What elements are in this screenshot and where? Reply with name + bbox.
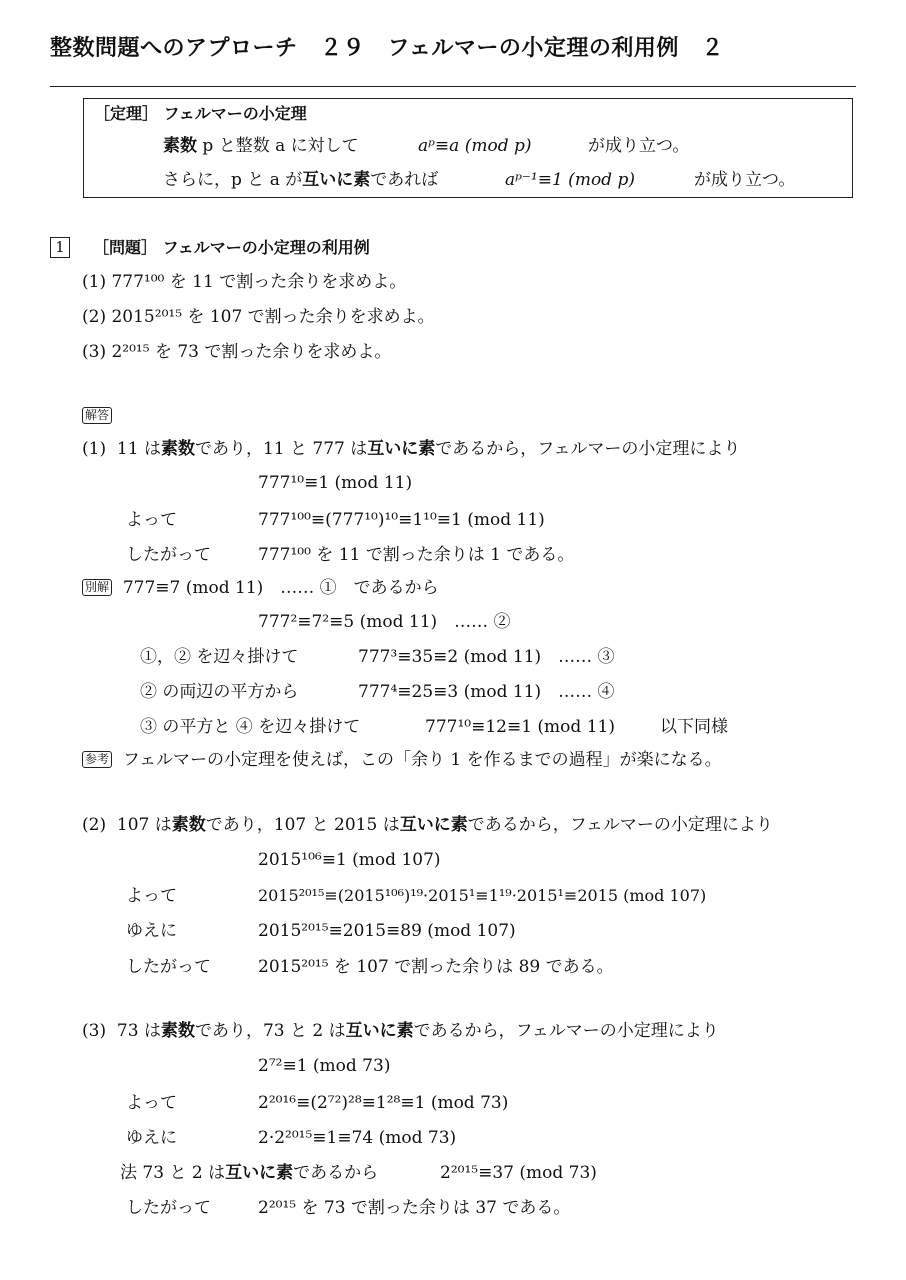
- sol2-eq1: 2015¹⁰⁶≡1 (mod 107): [258, 850, 441, 870]
- sol1-conclusion: 777¹⁰⁰ を 11 で割った余りは 1 である。: [258, 545, 575, 565]
- betsukai-tag: 別解: [82, 579, 112, 596]
- theorem-line-1-bold: 素数: [163, 136, 197, 156]
- sol2-conclusion: 2015²⁰¹⁵ を 107 で割った余りは 89 である。: [258, 957, 614, 977]
- sol3-yotte: よって: [126, 1093, 177, 1113]
- theorem-line-1: [163, 136, 359, 156]
- sol1-shitagatte: したがって: [126, 545, 211, 565]
- sol1-eq1: 777¹⁰≡1 (mod 11): [258, 473, 413, 493]
- alt-line-3-eq: 777³≡35≡2 (mod 11) …… ③: [358, 647, 615, 667]
- sol1-c: であり，11 と 777 は: [194, 439, 368, 459]
- alt-line-5-note: 以下同様: [660, 717, 728, 737]
- page-title: 整数問題へのアプローチ ２９ フェルマーの小定理の利用例 ２: [50, 36, 724, 61]
- answer-label: [82, 406, 112, 426]
- alt-line-3-label: ①，② を辺々掛けて: [140, 647, 299, 667]
- sol1-eq2: 777¹⁰⁰≡(777¹⁰)¹⁰≡1¹⁰≡1 (mod 11): [258, 510, 545, 530]
- sol3-num: (3): [82, 1021, 107, 1041]
- sol2-shitagatte: したがって: [126, 957, 211, 977]
- sol2-eq2: 2015²⁰¹⁵≡(2015¹⁰⁶)¹⁹·2015¹≡1¹⁹·2015¹≡2015 (mod 107): [258, 886, 707, 905]
- alt-line-2: 777²≡7²≡5 (mod 11) …… ②: [258, 612, 511, 632]
- sol3-a: 73 は: [116, 1021, 161, 1041]
- sanko-text: フェルマーの小定理を使えば，この「余り 1 を作るまでの過程」が楽になる。: [122, 750, 722, 770]
- sol2-yotte: よって: [126, 886, 177, 906]
- answer-tag: 解答: [82, 407, 112, 424]
- sol3-ho-line: [120, 1163, 378, 1183]
- sol3-eq4: 2²⁰¹⁵≡37 (mod 73): [440, 1163, 597, 1183]
- sol3-c: であり，73 と 2 は: [194, 1021, 346, 1041]
- problem-item-3: (3) 2²⁰¹⁵ を 73 で割った余りを求めよ。: [82, 342, 392, 362]
- sol3-shitagatte: したがって: [126, 1198, 211, 1218]
- sol1-d: であるから，フェルマーの小定理により: [435, 439, 741, 459]
- sol1-bold-prime: 素数: [160, 439, 195, 459]
- alt-line-4-eq: 777⁴≡25≡3 (mod 11) …… ④: [358, 682, 615, 702]
- sol2-eq3: 2015²⁰¹⁵≡2015≡89 (mod 107): [258, 921, 516, 941]
- sol2-a: 107 は: [116, 815, 172, 835]
- sol2-num: (2): [82, 815, 107, 835]
- sol3-yueni: ゆえに: [126, 1128, 177, 1148]
- sanko-tag: 参考: [82, 751, 112, 768]
- alt-line-5-eq: 777¹⁰≡12≡1 (mod 11): [425, 717, 615, 737]
- sanko-line: [82, 750, 722, 770]
- sol2-bold-coprime: 互いに素: [399, 815, 468, 835]
- title-divider: [50, 86, 856, 87]
- sol3-eq3: 2·2²⁰¹⁵≡1≡74 (mod 73): [258, 1128, 457, 1148]
- sol1-intro: [82, 439, 740, 459]
- theorem-line-1-post: が成り立つ。: [588, 136, 690, 156]
- theorem-line-2-post: が成り立つ。: [694, 170, 796, 190]
- sol2-intro: [82, 815, 773, 835]
- sol3-intro: [82, 1021, 719, 1041]
- theorem-heading: ［定理］ フェルマーの小定理: [94, 104, 307, 123]
- sol1-a: 11 は: [116, 439, 161, 459]
- sol2-bold-prime: 素数: [171, 815, 206, 835]
- alt-line-4-label: ② の両辺の平方から: [140, 682, 299, 702]
- sol3-ho-c: であるから: [293, 1163, 379, 1183]
- problem-heading: ［問題］ フェルマーの小定理の利用例: [93, 238, 370, 257]
- sol3-bold-coprime: 互いに素: [345, 1021, 414, 1041]
- theorem-formula-2: aᵖ⁻¹≡1 (mod p): [505, 170, 635, 190]
- theorem-line-2: [163, 170, 438, 190]
- theorem-line-1-pre: p と整数 a に対して: [197, 136, 359, 156]
- sol1-num: (1): [82, 439, 107, 459]
- sol3-ho-bold: 互いに素: [225, 1163, 294, 1183]
- problem-number-box: 1: [50, 237, 70, 258]
- sol1-yotte: よって: [126, 510, 177, 530]
- theorem-formula-1: aᵖ≡a (mod p): [418, 136, 532, 156]
- alt-line-1: 777≡7 (mod 11) …… ① であるから: [122, 578, 439, 598]
- sol3-ho-a: 法 73 と 2 は: [120, 1163, 226, 1183]
- sol1-bold-coprime: 互いに素: [367, 439, 436, 459]
- sol2-c: であり，107 と 2015 は: [205, 815, 400, 835]
- betsukai-line: [82, 578, 439, 598]
- theorem-line-2-pre: さらに，p と a が: [163, 170, 303, 190]
- theorem-line-2-mid: であれば: [370, 170, 439, 190]
- problem-item-2: (2) 2015²⁰¹⁵ を 107 で割った余りを求めよ。: [82, 307, 435, 327]
- problem-item-1: (1) 777¹⁰⁰ を 11 で割った余りを求めよ。: [82, 272, 407, 292]
- sol3-eq2: 2²⁰¹⁶≡(2⁷²)²⁸≡1²⁸≡1 (mod 73): [258, 1093, 509, 1113]
- sol3-bold-prime: 素数: [160, 1021, 195, 1041]
- sol3-d: であるから，フェルマーの小定理により: [413, 1021, 719, 1041]
- sol3-eq1: 2⁷²≡1 (mod 73): [258, 1056, 391, 1076]
- alt-line-5-label: ③ の平方と ④ を辺々掛けて: [140, 717, 361, 737]
- sol2-yueni: ゆえに: [126, 921, 177, 941]
- theorem-line-2-bold: 互いに素: [302, 170, 371, 190]
- sol3-conclusion: 2²⁰¹⁵ を 73 で割った余りは 37 である。: [258, 1198, 571, 1218]
- sol2-d: であるから，フェルマーの小定理により: [467, 815, 773, 835]
